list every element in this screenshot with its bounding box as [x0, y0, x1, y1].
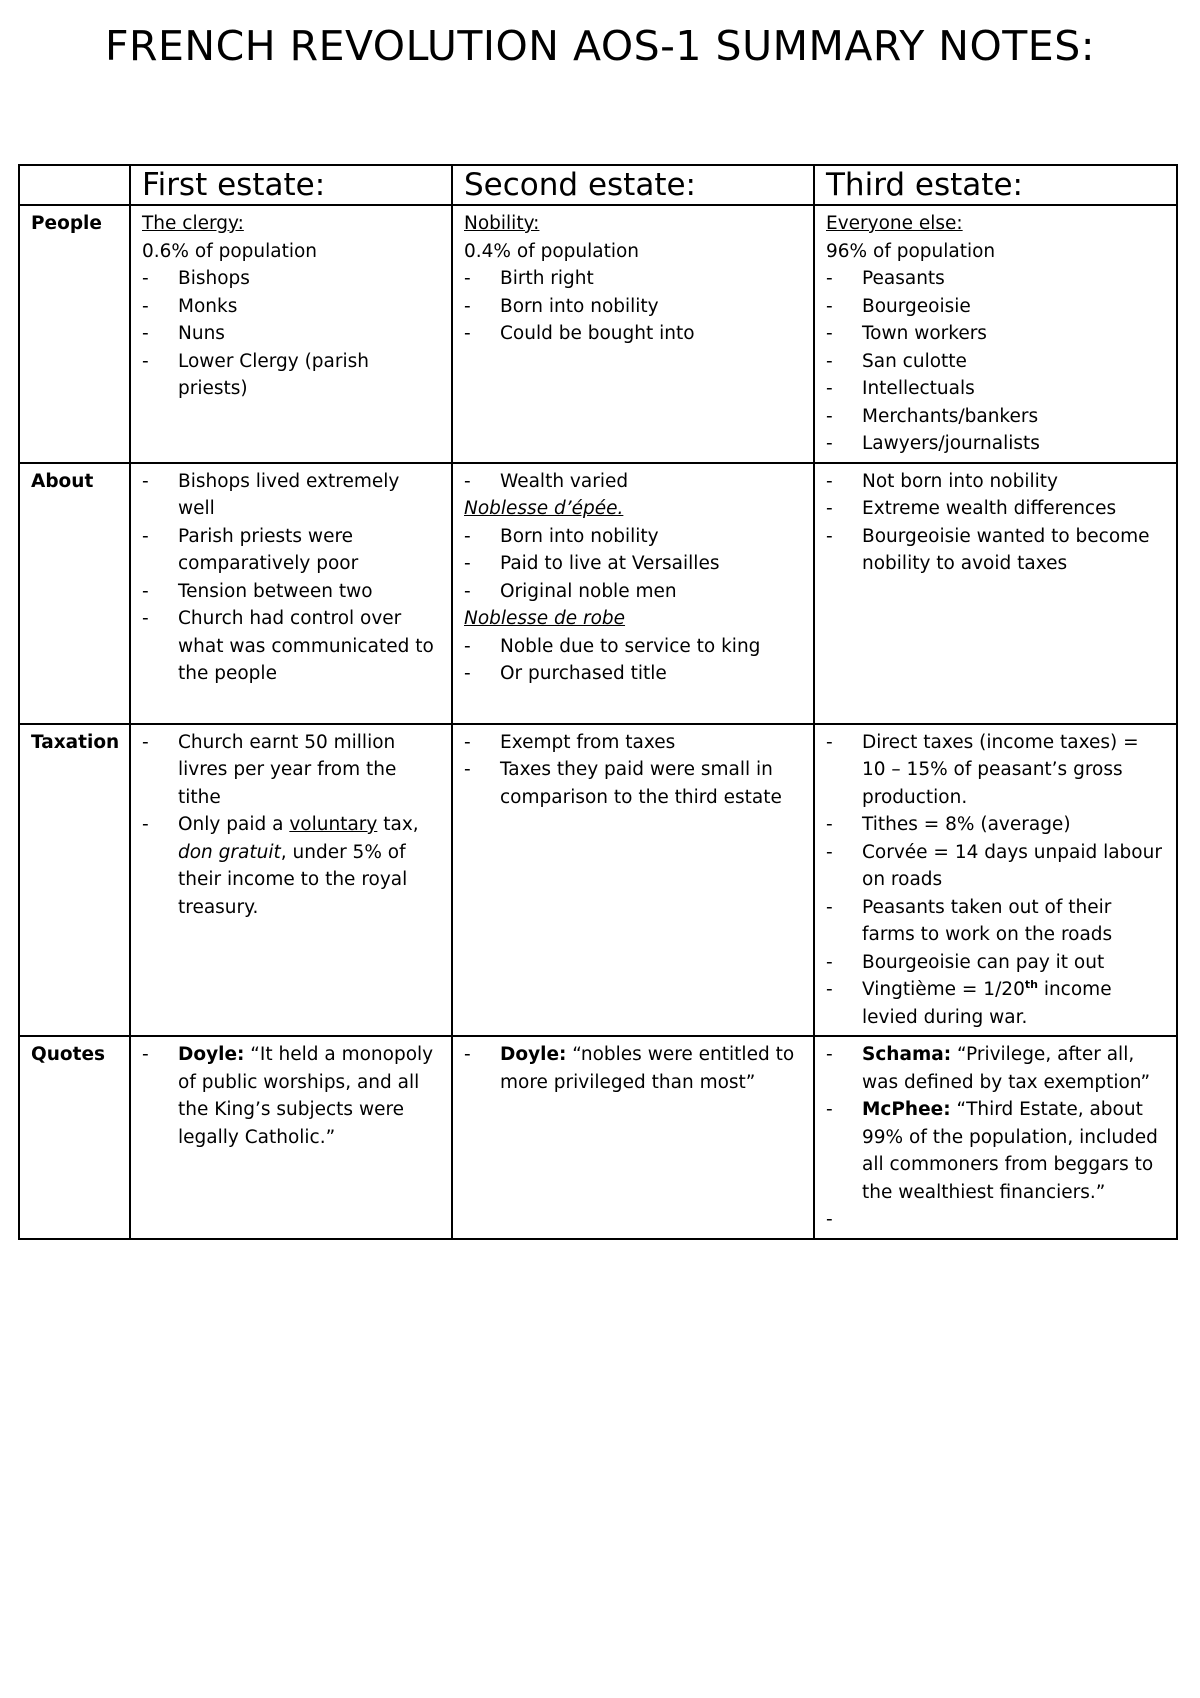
list-item: - Lawyers/journalists: [826, 430, 1166, 458]
cell-heading: Nobility:: [464, 213, 540, 234]
list-item: - Not born into nobility: [826, 468, 1166, 496]
list-item: - Bourgeoisie can pay it out: [826, 949, 1166, 977]
table-row-people: [19, 205, 1177, 463]
list-item: - Church had control over what was communicated to the people: [142, 605, 441, 688]
list-item: - Merchants/bankers: [826, 403, 1166, 431]
list-item: [142, 1041, 441, 1151]
list-item: - Monks: [142, 293, 441, 321]
row-label-people: People: [19, 205, 130, 463]
cell-people-third: [814, 205, 1177, 463]
list-item: - Born into nobility: [464, 523, 803, 551]
table-header-row: [19, 165, 1177, 205]
cell-quotes-first: [130, 1036, 452, 1239]
row-label-taxation: Taxation: [19, 724, 130, 1037]
text-fragment: Only paid a: [178, 814, 290, 835]
quote-author: Doyle:: [178, 1044, 245, 1065]
text-fragment: tax,: [377, 814, 419, 835]
text-fragment: Vingtième = 1/20: [862, 979, 1025, 1000]
cell-line: 0.4% of population: [464, 240, 640, 262]
list-item: - Direct taxes (income taxes) = 10 – 15% of peasant’s gross production.: [826, 729, 1166, 812]
row-label-quotes: Quotes: [19, 1036, 130, 1239]
quote-author: Schama:: [862, 1044, 952, 1065]
text-fragment-italic: don gratuit: [178, 841, 281, 863]
list-item: - Tithes = 8% (average): [826, 811, 1166, 839]
list-item: - Or purchased title: [464, 660, 803, 688]
cell-taxation-first: [130, 724, 452, 1037]
list-item: [826, 1041, 1166, 1096]
list-item: - Bourgeoisie wanted to become nobility to avoid taxes: [826, 523, 1166, 578]
list-item: - Tension between two: [142, 578, 441, 606]
cell-about-third: [814, 463, 1177, 724]
list-item: - Bishops lived extremely well: [142, 468, 441, 523]
text-fragment: income levied during war.: [862, 979, 1112, 1028]
list-item: - Exempt from taxes: [464, 729, 803, 757]
table-row-about: [19, 463, 1177, 724]
cell-about-second: [452, 463, 814, 724]
list-item: - Wealth varied: [464, 468, 803, 496]
text-fragment: , under 5% of their income to the royal treasury.: [178, 841, 408, 918]
list-item: - Paid to live at Versailles: [464, 550, 803, 578]
list-item: - Bourgeoisie: [826, 293, 1166, 321]
cell-quotes-third: [814, 1036, 1177, 1239]
cell-people-first: [130, 205, 452, 463]
list-item: - San culotte: [826, 348, 1166, 376]
list-item-empty: [826, 1206, 1166, 1234]
list-item: [142, 811, 441, 921]
list-item: - Taxes they paid were small in comparison to the third estate: [464, 756, 803, 811]
estates-summary-table: [18, 164, 1178, 1240]
list-item: - Lower Clergy (parish priests): [142, 348, 441, 403]
cell-taxation-second: [452, 724, 814, 1037]
quote-author: McPhee:: [862, 1099, 951, 1120]
cell-quotes-second: [452, 1036, 814, 1239]
header-second-estate: Second estate:: [452, 165, 814, 205]
subheading-noblesse-epee: Noblesse d’épée.: [464, 498, 624, 519]
list-item: [826, 1096, 1166, 1206]
list-item: [464, 1041, 803, 1096]
list-item: - Church earnt 50 million livres per year from the tithe: [142, 729, 441, 812]
list-item: - Nuns: [142, 320, 441, 348]
list-item: - Corvée = 14 days unpaid labour on roads: [826, 839, 1166, 894]
list-item: - Birth right: [464, 265, 803, 293]
cell-taxation-third: [814, 724, 1177, 1037]
cell-line: 0.6% of population: [142, 240, 318, 262]
superscript: th: [1024, 977, 1038, 991]
page-title: FRENCH REVOLUTION AOS-1 SUMMARY NOTES:: [104, 22, 1096, 70]
quote-text: “Third Estate, about 99% of the population, included all commoners from beggars to the wealthiest financiers.”: [862, 1099, 1158, 1203]
subheading-noblesse-robe: Noblesse de robe: [464, 608, 626, 629]
list-item: - Noble due to service to king: [464, 633, 803, 661]
cell-heading: Everyone else:: [826, 213, 963, 234]
cell-line: 96% of population: [826, 240, 996, 262]
table-row-quotes: [19, 1036, 1177, 1239]
list-item: - Could be bought into: [464, 320, 803, 348]
cell-about-first: [130, 463, 452, 724]
list-item: - Intellectuals: [826, 375, 1166, 403]
cell-people-second: [452, 205, 814, 463]
list-item: - Parish priests were comparatively poor: [142, 523, 441, 578]
list-item: - Peasants taken out of their farms to work on the roads: [826, 894, 1166, 949]
list-item: - Town workers: [826, 320, 1166, 348]
quote-text: “It held a monopoly of public worships, and all the King’s subjects were legally Catholic.”: [178, 1044, 434, 1148]
list-item: - Original noble men: [464, 578, 803, 606]
cell-heading: The clergy:: [142, 213, 244, 234]
table-row-taxation: [19, 724, 1177, 1037]
list-item: - Extreme wealth differences: [826, 495, 1166, 523]
list-item: - Bishops: [142, 265, 441, 293]
list-item: - Peasants: [826, 265, 1166, 293]
text-fragment-underlined: voluntary: [289, 814, 378, 835]
header-third-estate: Third estate:: [814, 165, 1177, 205]
list-item: - Born into nobility: [464, 293, 803, 321]
row-label-about: About: [19, 463, 130, 724]
list-item: [826, 976, 1166, 1031]
quote-author: Doyle:: [500, 1044, 567, 1065]
quote-text: “nobles were entitled to more privileged than most”: [500, 1044, 795, 1093]
header-empty-cell: [19, 165, 130, 205]
header-first-estate: First estate:: [130, 165, 452, 205]
quote-text: “Privilege, after all, was defined by tax exemption”: [862, 1044, 1151, 1093]
